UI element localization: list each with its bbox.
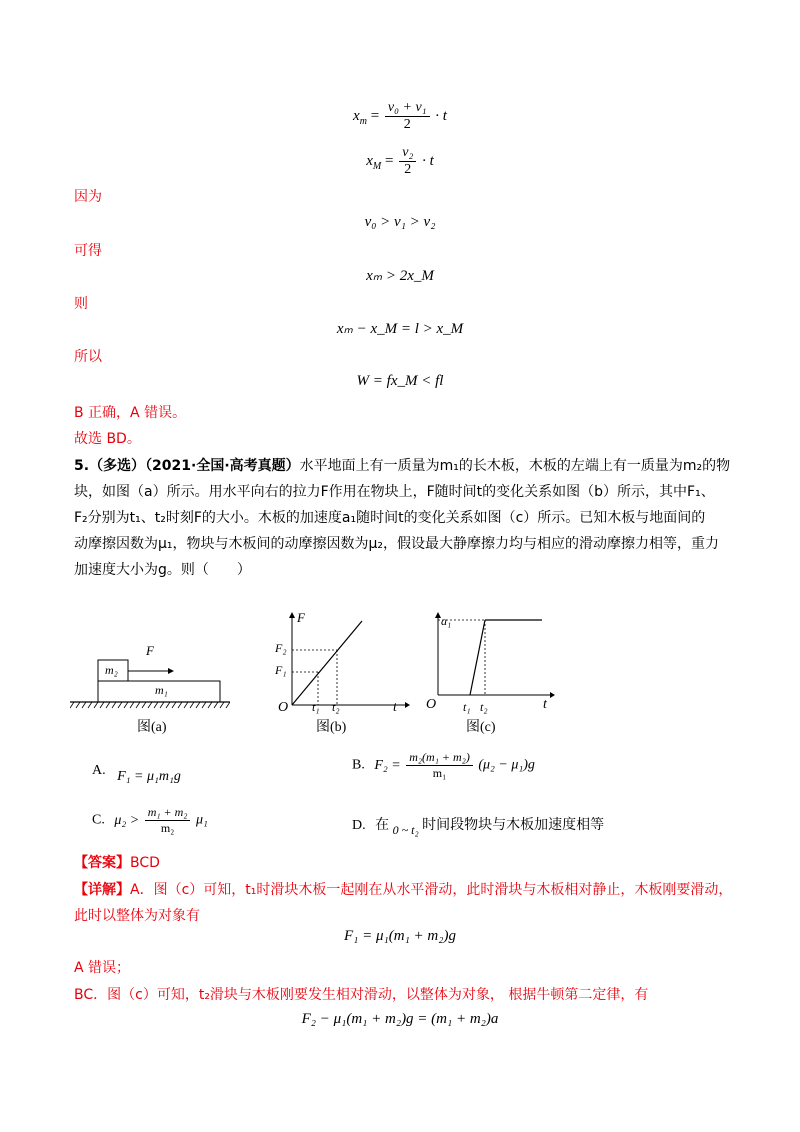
equation-x-compare: xₘ > 2x_M xyxy=(366,268,434,284)
figure-c-caption: 图(c) xyxy=(466,720,496,735)
equation-xm: $x_m$ = $\frac{\text{v₀ + v₁}}{2}$ · t xyxy=(353,100,447,132)
option-C-label: C. xyxy=(92,812,105,828)
detail-line-2: 此时以整体为对象有 xyxy=(74,908,200,924)
option-C[interactable]: C. μ₂ > $\frac{\text{m₁ + m₂}}{\text{m₂}}$ μ₁ xyxy=(92,805,208,835)
equation-velocities: v₀ > v₁ > v₂ xyxy=(364,214,436,230)
answer-line: 【答案】BCD xyxy=(74,855,160,871)
figure-b-caption: 图(b) xyxy=(316,720,347,735)
detail-block xyxy=(74,877,734,929)
bc-line: BC．图（c）可知，t₂滑块与木板刚要发生相对滑动，以整体为对象， 根据牛顿第二定律，有 xyxy=(74,987,649,1003)
option-A[interactable] xyxy=(92,763,181,784)
figure-b-graph xyxy=(280,610,410,720)
question-line-2: 块，如图（a）所示。用水平向右的拉力F作用在物块上，F随时间t的变化关系如图（b）所示，其中F₁、 xyxy=(74,484,715,500)
option-B[interactable]: B. F₂ = $\frac{\text{m₂(m₁ + m₂)}}{\text{m₁}}$ (μ₂ − μ₁)g xyxy=(352,750,535,780)
a-wrong-text: A 错误； xyxy=(74,960,131,976)
question-line-3: F₂分别为t₁、t₂时刻F的大小。木板的加速度a₁随时间t的变化关系如图（c）所示。已知木板与地面间的 xyxy=(74,510,706,526)
b-label-t1: t₁ xyxy=(312,700,320,714)
equation-work: W = fx_M < fl xyxy=(356,373,444,389)
option-D[interactable]: D. 在 0 ~ t₂ 时间段物块与木板加速度相等 xyxy=(352,817,605,837)
figure-a-caption: 图(a) xyxy=(137,720,167,735)
b-F-line xyxy=(292,621,362,705)
ground-hatching xyxy=(70,702,230,708)
question-line-1: 5.（多选）（2021·全国·高考真题）水平地面上有一质量为m₁的长木板，木板的左端上有一质量为m₂的物 xyxy=(74,458,731,474)
so-label: 所以 xyxy=(74,349,102,365)
b-correct-text: B 正确，A 错误。 xyxy=(74,405,187,421)
detail-line-1: 【详解】A．图（c）可知，t₁时滑块木板一起刚在从水平滑动，此时滑块与木板相对静止，木板刚要滑动， xyxy=(74,882,733,898)
c-label-a1: a₁ xyxy=(441,614,452,628)
b-label-F: F xyxy=(297,610,305,625)
c-label-O: O xyxy=(426,697,437,712)
c-label-t2: t₂ xyxy=(480,700,488,714)
equation-F2: F₂ − μ₁(m₁ + m₂)g = (m₁ + m₂)a xyxy=(301,1011,499,1027)
label-m1: m₁ xyxy=(155,683,168,697)
b-label-t2: t₂ xyxy=(332,700,340,714)
b-label-F2: F₂ xyxy=(275,641,287,655)
b-label-F1: F₁ xyxy=(275,663,287,677)
option-A-expr: F₁ = μ₁m₁g xyxy=(117,769,181,784)
because-label: 因为 xyxy=(74,189,102,205)
b-label-t: t xyxy=(393,700,397,715)
question-line-5: 加速度大小为g。则（ ） xyxy=(74,562,251,578)
label-F-a: F xyxy=(146,643,154,658)
then-label: 则 xyxy=(74,296,88,312)
c-label-t1: t₁ xyxy=(463,700,471,714)
option-D-label: D. xyxy=(352,818,366,833)
can-get-label: 可得 xyxy=(74,243,102,259)
c-label-t: t xyxy=(543,697,547,712)
question-line-4: 动摩擦因数为μ₁，物块与木板间的动摩擦因数为μ₂，假设最大静摩擦力均与相应的滑动摩擦力相等，重力 xyxy=(74,536,720,552)
equation-F1: F₁ = μ₁(m₁ + m₂)g xyxy=(344,928,456,944)
force-arrow-head xyxy=(168,668,174,674)
b-label-O: O xyxy=(278,700,289,715)
option-A-label: A. xyxy=(92,763,106,778)
option-B-label: B. xyxy=(352,757,365,773)
c-rising-line xyxy=(470,620,485,695)
question-5 xyxy=(74,453,734,583)
choose-bd-text: 故选 BD。 xyxy=(74,431,141,447)
equation-xM: $x_M$ = $\frac{\text{v₂}}{2}$ · t xyxy=(366,145,434,177)
label-m2: m₂ xyxy=(105,663,118,677)
equation-displacement-diff: xₘ − x_M = l > x_M xyxy=(336,321,464,337)
